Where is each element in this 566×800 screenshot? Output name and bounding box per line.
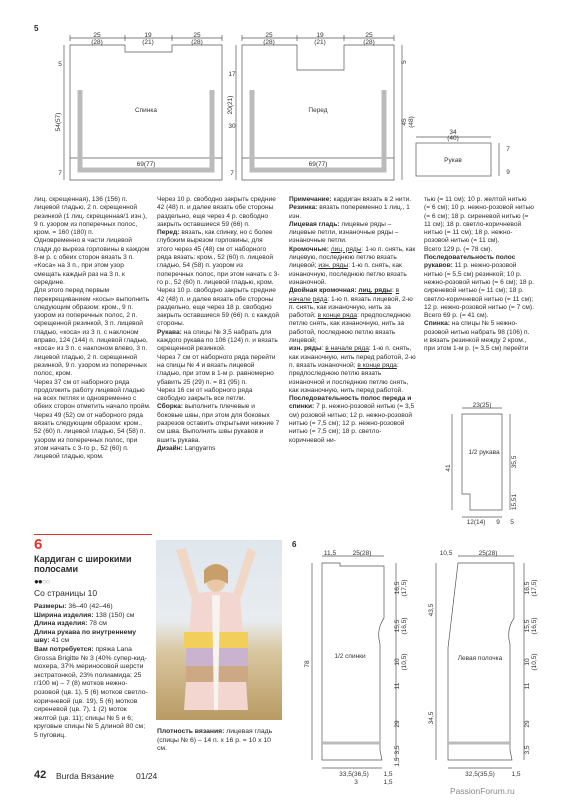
back6-width: 33,5(36,5) [339, 771, 369, 778]
issue-number: 01/24 [136, 771, 158, 781]
back6-dim-r1: 16,5 [394, 581, 401, 595]
sleeve-dim-15: 15,51 [511, 493, 518, 511]
col3-para-a: Примечание: кардиган вязать в 2 нити. [289, 196, 412, 203]
front6-dim-r2: (17,5) [531, 579, 538, 597]
sleeve-dim-9: 9 [506, 169, 510, 176]
front-dim-20: 20(21) [227, 95, 234, 115]
front6-dim-r7: 11 [524, 682, 531, 690]
text-column-2 [157, 196, 280, 453]
col2-para-g: Дизайн: Langyarns [157, 444, 216, 452]
magazine-name: Burda Вязание [56, 771, 115, 781]
sleeve-bottom-dim-1: 12(14) [466, 519, 486, 526]
front6-top-2: 25(28) [478, 550, 498, 557]
schematic-5-number: 5 [34, 24, 39, 33]
schematic-6-back [292, 548, 432, 786]
page-number: 42 [34, 769, 47, 781]
front-dim-2b: (21) [314, 39, 326, 46]
back-dim-1: 25 [93, 32, 101, 39]
front-label: Перед [308, 107, 328, 114]
col1-para-b: Одновременно в части лицевой глади до выреза горловины в каждом 8-м р. с обеих сторон вязать 3 п. «Коса» на 3 п., при этом узор смещать каждый раз на 3 п. к середине. [34, 237, 150, 286]
front6-dim-r9: 3,5 [524, 745, 531, 755]
spec-sizes: Размеры: 36–40 (42–46) [34, 603, 113, 610]
front-dim-1b: (28) [263, 39, 275, 46]
col4-para-a: тью (= 11 см); 10 р. желтой нитью (= 6 см); 10 р. нежно-розовой нитью (= 6 см); 18 р. сиреневой нитью (= 11 см); 18 р. светло-коричневой нитью (= 11 см); 18 р. нежно-розовой нитью (= 11 см). [424, 196, 534, 245]
col2-para-a: Через 10 р. свободно закрыть средние 42 (48) п. и далее вязать обе стороны раздельно, еще через 4 р. свободно закрыть оставшиеся 59 (66) п. [157, 196, 276, 228]
back-dim-1b: (28) [91, 39, 103, 46]
watermark: PassionForum.ru [450, 786, 515, 796]
back-dim-5: 5 [58, 61, 62, 68]
back-dim-3b: (28) [191, 39, 203, 46]
front6-dim-r3: 15,5 [524, 619, 531, 633]
back6-dim-r6: (10,5) [401, 653, 408, 671]
col2-para-e: Через 16 см от наборного ряда свободно закрыть все петли. [157, 386, 253, 403]
see-page: Со страницы 10 [34, 588, 98, 598]
back-width: 69(77) [136, 161, 156, 168]
front-dim-3b: (28) [363, 39, 375, 46]
front6-width: 32,5(35,5) [465, 771, 495, 778]
sleeve-dim-7: 7 [506, 146, 510, 153]
back6-dim-r5: 10 [394, 658, 401, 666]
sleeve-width: 34 [449, 129, 457, 136]
back-label: Спинка [134, 107, 158, 114]
col4-para-e: Спинка: на спицы № 5 нежно-розовой нитью набрать 98 (106) п. и вязать резинкой между 2 кром., при этом 1-м р. (= 3,5 см) перейти [424, 320, 530, 353]
spec-width: Ширина изделия: 138 (150) см [34, 611, 135, 619]
front6-top-1: 10,5 [439, 550, 453, 557]
back6-dim-78: 78 [304, 660, 311, 668]
back6-width-s: 3 [354, 779, 358, 786]
back6-label: 1/2 спинки [334, 653, 366, 660]
sleeve-half-label: 1/2 рукава [468, 449, 500, 456]
sleeve-bottom-dim-2: 9 [496, 519, 500, 526]
front-dim-2: 19 [316, 32, 324, 39]
front-dim-1: 25 [265, 32, 273, 39]
back6-dim-r4: (16,5) [401, 617, 408, 635]
col2-para-c: Рукава: на спицы № 3,5 набрать для каждого рукава по 106 (124) п. и вязать скрещенной резинкой. [157, 328, 278, 353]
section-6-divider [34, 534, 152, 535]
back-dim-2b: (21) [142, 39, 154, 46]
back6-dim-r3: 15,5 [394, 619, 401, 633]
sleeve-dim-41: 41 [445, 464, 452, 472]
col4-para-d: Всего 69 р. (= 41 см). [424, 312, 489, 320]
back-dim-2: 19 [144, 32, 152, 39]
text-column-3 [289, 196, 416, 445]
col2-para-b: Перед: вязать, как спинку, но с более глубоким вырезом горловины, для этого через 45 (48) см от наборного ряда вязать: кром., 52 (60) п. лицевой гладью, 54 (58) п. узором из поперечных полос, при этом начать с 3-го р., 52 (60) п. лицевой гладью, кром. Через 10 р. свободно закрыть средние 42 (48) п. и далее вязать обе стороны раздельно, еще через 18 р. свободно закрыть оставшиеся 59 (66) п. с каждой стороны. [157, 229, 280, 328]
section-6-specs [34, 603, 150, 741]
back-dim-54: 54(57) [55, 112, 62, 132]
col2-para-d: Через 7 см от наборного ряда перейти на спицы № 4 и вязать лицевой гладью, при этом в 1-м р. равномерно убавить 25 (29) п. = 81 (95) п. [157, 353, 276, 386]
sleeve-top-dim: 23(25) [472, 402, 492, 409]
back6-dim-r7: 11 [394, 682, 401, 690]
back6-width-b: 1,5 [383, 771, 393, 778]
spec-sleeve: Длина рукава по внутреннему шву: 41 см [34, 628, 137, 645]
front6-dim-r8: 29 [524, 720, 531, 728]
col3-para-f: изн. ряды: в начале ряда: 1-ю п. снять, как изнаночную, нить перед работой, 2-ю п. вязать изнаночной; в конце ряда: предпоследнюю петлю вязать изнаночной и последнюю петлю снять, как изнаночную, нить перед работой. [289, 345, 416, 394]
section-6-title: Кардиган с широкими полосами [34, 554, 132, 574]
front6-dim-43: 43,5 [428, 603, 435, 617]
back6-top-2: 25(28) [352, 550, 372, 557]
front6-dim-r5: 10 [524, 658, 531, 666]
col4-para-c: Последовательность полос рукавов: 11 р. нежно-розовой нитью (= 5,5 см) резинкой; 10 р. нежно-розовой нитью (= 6 см); 18 р. сиреневой нитью (= 11 см); 18 р. светло-коричневой нитью (= 11 см); 12 р. нежно-розовой нитью (= 7 см). [424, 254, 534, 311]
front-dim-5: 5 [401, 60, 408, 64]
front6-dim-r4: (16,5) [531, 617, 538, 635]
schematic-5-diagram [40, 30, 520, 190]
text-column-4 [424, 196, 534, 354]
front-dim-7: 7 [230, 170, 234, 177]
sleeve-bottom-dim-3: 5 [510, 519, 514, 526]
cardigan-photo [156, 540, 282, 720]
back6-dim-r9: 3,5 [394, 745, 401, 755]
front-dim-17: 17 [228, 71, 236, 78]
front6-label: Левая полочка [457, 655, 503, 662]
col1-para-c: Для этого перед первым перекрещиванием «косы» выполнить следующим образом: кром., 9 п. узором из поперечных полос, 2 п. скрещенной резинкой, 3 п. лицевой гладью, «коса» из 3 п. с наклоном вправо, 124 (144) п. лицевой гладью, «коса» из 3 п. с наклоном влево, 3 п. лицевой гладью, 2 п. скрещенной резинкой, 9 п. узором из поперечных полос, кром. [34, 287, 150, 378]
spec-materials: Вам потребуется: пряжа Lana Grossa Brigitte № 3 (40% супер-кид-мохера, 37% мериносовой шерсти экстратонкой, 23% полиамида; 25 г/100 м) – 7 (8) мотков нежно-розовой (цв. 1), 5 (6) мотков светло-коричневой (цв. 19), 5 (6) мотков сиреневой (цв. 7), 1 (2) моток желтой (цв. 11); спицы № 5 и 6; круговые спицы № 5 длиной 80 см; 5 пуговиц. [34, 645, 148, 739]
schematic-6-front [418, 548, 558, 786]
sleeve-label: Рукав [444, 157, 462, 164]
col4-para-b: Всего 129 р. (= 78 см). [424, 245, 493, 253]
col3-para-e: Двойная кромочная: лиц. ряды: в начале ряда: 1-ю п. вязать лицевой, 2-ю п. снять, как изнаночную, нить за работой; в конце ряда: предпоследнюю петлю снять, как изнаночную, нить за работой, последнюю петлю вязать лицевой; [289, 287, 413, 345]
text-column-1 [34, 196, 151, 462]
sleeve-dim-35: 35,5 [511, 455, 518, 469]
front6-dim-34: 34,5 [428, 711, 435, 725]
col1-para-d: Через 37 см от наборного ряда продолжить работу лицевой гладью на всех петлях и одновременно с обеих сторон отметить начало пройм. [34, 378, 151, 411]
back6-width-b2: 1,5 [383, 779, 393, 786]
col1-para-e: Через 49 (52) см от наборного ряда вязать следующим образом: кром., 52 (60) п. лицевой гладью, 54 (58) п. узором из поперечных полос, при этом начать с 3-го р., 52 (60) п. лицевой гладью, кром. [34, 411, 146, 461]
back-dim-3: 25 [193, 32, 201, 39]
col3-para-d: Кромочные: лиц. ряды: 1-ю п. снять, как лицевую, последнюю петлю вязать лицевой; изн. ряды: 1-ю п. снять, как изнаночную, последнюю петлю вязать изнаночной. [289, 245, 416, 286]
front-width: 69(77) [308, 161, 328, 168]
col3-para-b: Резинка: вязать попеременно 1 лиц., 1 изн. [289, 204, 410, 220]
front6-dim-r1: 16,5 [524, 581, 531, 595]
col2-para-f: Сборка: выполнить плечевые и боковые швы, при этом для боковых разрезов оставить открытыми нижние 7 см шва. Выполнить швы рукавов и вшить рукава. [157, 403, 280, 444]
front6-dim-r6: (10,5) [531, 653, 538, 671]
sleeve-width-b: (40) [447, 135, 459, 142]
front-dim-48: (48) [408, 116, 415, 128]
col1-para-a: лиц. скрещенная), 136 (156) п. лицевой гладью, 2 п. скрещенной резинкой (1 лиц. скрещенная/1 изн.), 9 п. узором из поперечных полос, кром. = 160 (180) п. [34, 196, 147, 237]
front-dim-45: 45 [401, 118, 408, 126]
col3-para-c: Лицевая гладь: лицевые ряды – лицевые петли, изнаночные ряды – изнаночные петли. [289, 220, 399, 245]
spec-length: Длина изделия: 78 см [34, 620, 107, 628]
front6-width-b: 1,5 [511, 771, 521, 778]
schematic-6-number: 6 [292, 540, 297, 549]
col3-para-g: Последовательность полос переда и спинки: 7 р. нежно-розовой нитью (= 3,5 см) розовой нитью; 12 р. нежно-розовой нитью (= 7,5 см); 12 р. нежно-розовой нитью (= 7,5 см); 18 р. светло-коричневой ни- [289, 395, 415, 444]
back-dim-7: 7 [58, 170, 62, 177]
back6-dim-r10: 1,5 [394, 757, 401, 767]
back6-top-1: 11,5 [323, 550, 337, 557]
section-6-number: 6 [34, 536, 43, 553]
back6-dim-r2: (17,5) [401, 579, 408, 597]
front-dim-30: 30 [228, 123, 236, 130]
front-dim-3: 25 [365, 32, 373, 39]
difficulty-dots: ●●○○ [34, 577, 50, 586]
back6-dim-r8: 29 [394, 720, 401, 728]
sleeve-schematic [440, 402, 540, 532]
density-text: Плотность вязания: лицевая гладь (спицы № 6) – 14 п. x 16 р. = 10 x 10 см. [157, 728, 273, 753]
